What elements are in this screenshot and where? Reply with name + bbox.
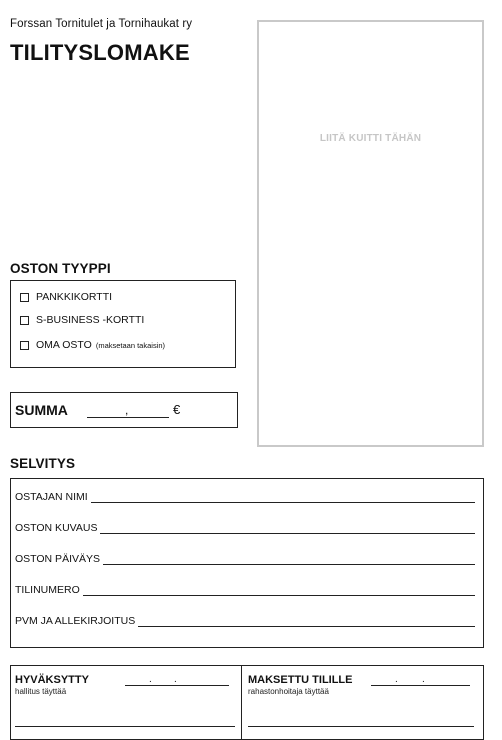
sum-label: SUMMA xyxy=(15,402,68,418)
field-line[interactable] xyxy=(100,523,475,534)
currency-symbol: € xyxy=(173,402,181,417)
option-label: OMA OSTO xyxy=(36,339,92,351)
approval-box xyxy=(10,665,484,740)
field-label: OSTAJAN NIMI xyxy=(15,491,88,503)
paid-signature-line[interactable] xyxy=(248,726,474,727)
field-line[interactable] xyxy=(103,554,475,565)
date-separator: . xyxy=(149,674,152,685)
form-title: TILITYSLOMAKE xyxy=(10,40,190,65)
field-line[interactable] xyxy=(91,492,475,503)
option-bank-card[interactable] xyxy=(20,291,112,303)
date-signature-field[interactable] xyxy=(15,613,475,627)
purchase-type-box xyxy=(10,280,236,368)
purchase-type-heading: OSTON TYYPPI xyxy=(10,261,111,276)
organization-name: Forssan Tornitulet ja Tornihaukat ry xyxy=(10,18,193,30)
checkbox[interactable] xyxy=(20,341,29,350)
approved-title: HYVÄKSYTTY xyxy=(15,674,89,686)
approved-note: hallitus täyttää xyxy=(15,687,67,696)
date-separator: . xyxy=(422,674,425,685)
field-line[interactable] xyxy=(83,585,475,596)
explanation-heading: SELVITYS xyxy=(10,456,76,471)
option-s-business-card[interactable] xyxy=(20,314,144,326)
field-line[interactable] xyxy=(138,616,475,627)
paid-title: MAKSETTU TILILLE xyxy=(248,674,353,686)
option-note: (maksetaan takaisin) xyxy=(95,340,166,350)
option-label: S-BUSINESS -KORTTI xyxy=(36,314,145,326)
column-divider xyxy=(241,666,242,740)
field-label: OSTON KUVAUS xyxy=(15,522,98,534)
purchase-description-field[interactable] xyxy=(15,520,475,534)
field-label: OSTON PÄIVÄYS xyxy=(15,553,100,565)
approved-signature-line[interactable] xyxy=(15,726,235,727)
explanation-box xyxy=(10,478,484,648)
checkbox[interactable] xyxy=(20,293,29,302)
sum-input-line[interactable] xyxy=(87,417,169,418)
sum-box xyxy=(10,392,238,428)
paid-note: rahastonhoitaja täyttää xyxy=(248,687,329,696)
purchase-date-field[interactable] xyxy=(15,551,475,565)
paid-date-line[interactable] xyxy=(371,685,470,686)
option-label: PANKKIKORTTI xyxy=(36,291,113,303)
date-separator: . xyxy=(395,674,398,685)
account-number-field[interactable] xyxy=(15,582,475,596)
date-separator: . xyxy=(174,674,177,685)
field-label: PVM JA ALLEKIRJOITUS xyxy=(15,615,136,627)
option-own-purchase[interactable] xyxy=(20,339,165,351)
approved-date-line[interactable] xyxy=(125,685,229,686)
receipt-attach-label: LIITÄ KUITTI TÄHÄN xyxy=(319,133,422,144)
receipt-attach-area xyxy=(257,20,484,447)
checkbox[interactable] xyxy=(20,316,29,325)
sum-separator: , xyxy=(125,403,129,417)
buyer-name-field[interactable] xyxy=(15,489,475,503)
field-label: TILINUMERO xyxy=(15,584,80,596)
